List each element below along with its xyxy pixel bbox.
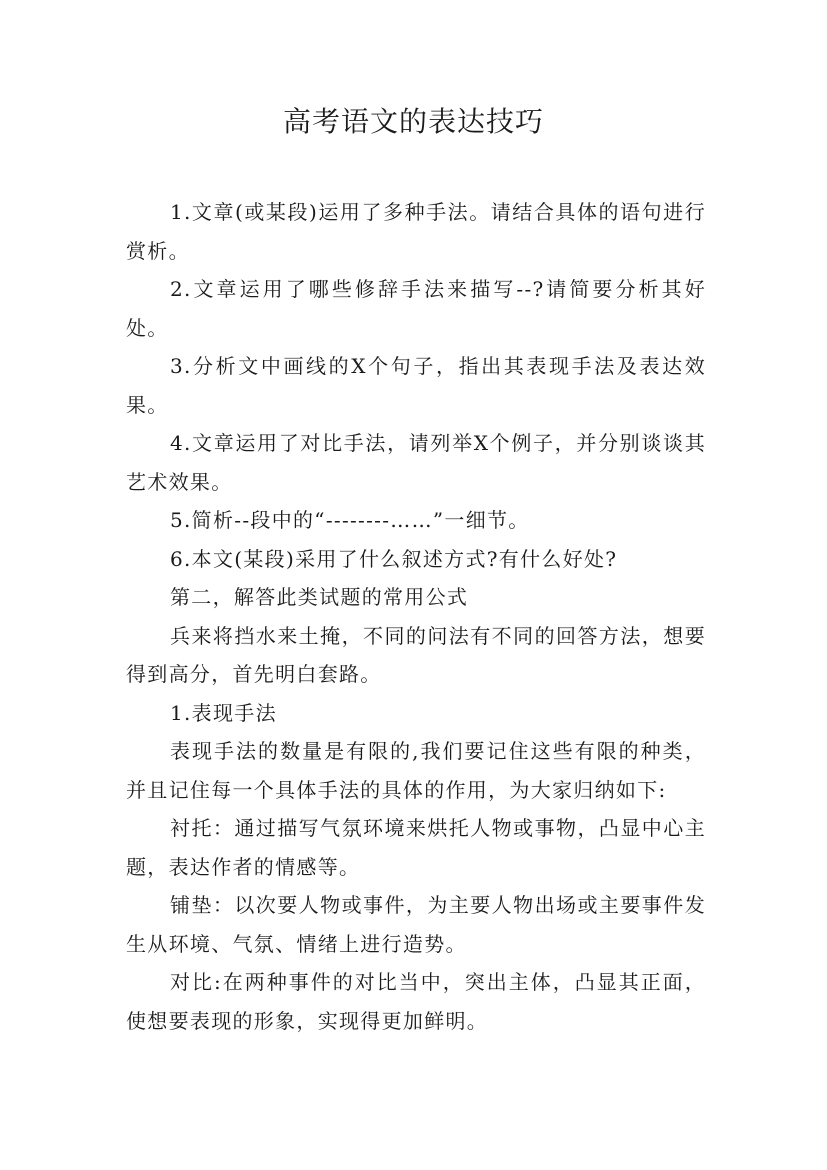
technique-contrast-foil: 衬托：通过描写气氛环境来烘托人物或事物，凸显中心主题，表达作者的情感等。 <box>126 816 706 879</box>
document-body <box>126 193 706 1040</box>
question-2: 2.文章运用了哪些修辞手法来描写--?请简要分析其好处。 <box>126 277 706 340</box>
question-1: 1.文章(或某段)运用了多种手法。请结合具体的语句进行赏析。 <box>126 200 706 263</box>
techniques-summary: 表现手法的数量是有限的,我们要记住这些有限的种类，并且记住每一个具体手法的具体的作用，为大家归纳如下: <box>126 739 706 802</box>
technique-comparison: 对比:在两种事件的对比当中，突出主体，凸显其正面，使想要表现的形象，实现得更加鲜明。 <box>126 970 706 1033</box>
question-5: 5.简析--段中的“--------……”一细节。 <box>170 508 530 532</box>
question-4: 4.文章运用了对比手法，请列举X个例子，并分别谈谈其艺术效果。 <box>126 431 706 494</box>
document-title: 高考语文的表达技巧 <box>282 105 544 138</box>
question-3: 3.分析文中画线的X个句子，指出其表现手法及表达效果。 <box>126 354 706 417</box>
technique-foreshadow: 铺垫：以次要人物或事件，为主要人物出场或主要事件发生从环境、气氛、情绪上进行造势。 <box>126 893 706 956</box>
question-6: 6.本文(某段)采用了什么叙述方式?有什么好处? <box>170 546 618 571</box>
intro-paragraph: 兵来将挡水来土掩，不同的问法有不同的回答方法，想要得到高分，首先明白套路。 <box>126 623 706 686</box>
subheading-techniques: 1.表现手法 <box>170 700 277 725</box>
section-heading-formulas: 第二，解答此类试题的常用公式 <box>170 585 469 609</box>
